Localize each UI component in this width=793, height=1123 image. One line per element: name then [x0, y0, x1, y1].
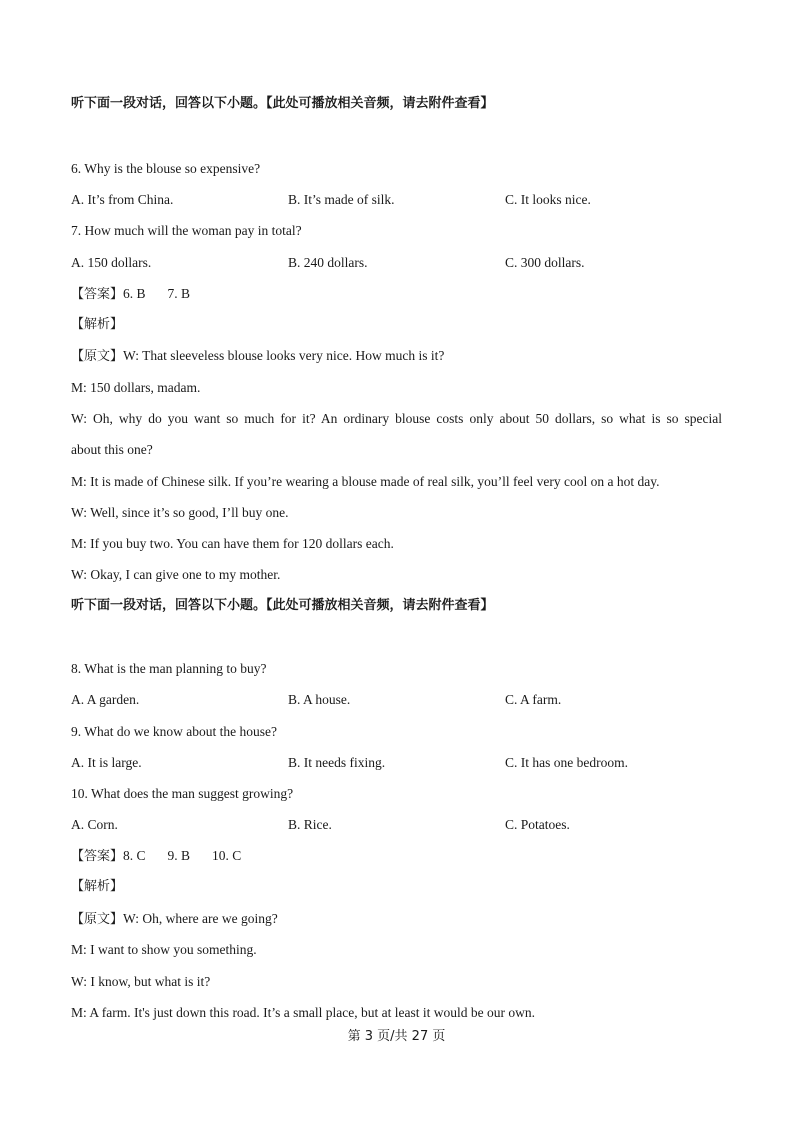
option-b: B. 240 dollars. — [288, 255, 368, 270]
section-instruction: 听下面一段对话，回答以下小题。【此处可播放相关音频，请去附件查看】 — [71, 598, 494, 613]
answer-value: 9. B — [167, 848, 191, 863]
option-b: B. It needs fixing. — [288, 755, 386, 770]
answer-tag: 【答案】 — [71, 287, 124, 302]
option-a: A. A garden. — [71, 692, 140, 707]
question-stem: 9. What do we know about the house? — [71, 724, 277, 739]
transcript-text: W: That sleeveless blouse looks very nice. How much is it? — [123, 348, 445, 363]
option-a: A. Corn. — [71, 817, 118, 832]
transcript-line: W: Oh, why do you want so much for it? An ordinary blouse costs only about 50 dollars, so what is so special — [71, 411, 722, 426]
transcript-line — [71, 910, 278, 929]
transcript-line: W: I know, but what is it? — [71, 974, 211, 989]
option-a: A. It’s from China. — [71, 192, 174, 207]
answer-value: 6. B — [123, 286, 146, 301]
question-stem: 10. What does the man suggest growing? — [71, 786, 294, 801]
option-c: C. 300 dollars. — [505, 255, 585, 270]
answer-value: 7. B — [167, 286, 191, 301]
answer-line — [71, 285, 190, 304]
page-footer: 第 3 页/共 27 页 — [347, 1029, 446, 1044]
option-c: C. It has one bedroom. — [505, 755, 628, 770]
answer-line — [71, 847, 241, 866]
transcript-line: W: Well, since it’s so good, I’ll buy one. — [71, 505, 289, 520]
original-tag: 【原文】 — [71, 349, 124, 364]
transcript-line: M: A farm. It's just down this road. It’s a small place, but at least it would be our own. — [71, 1005, 535, 1020]
transcript-line — [71, 347, 444, 366]
option-c: C. Potatoes. — [505, 817, 570, 832]
transcript-line: W: Okay, I can give one to my mother. — [71, 567, 281, 582]
transcript-line: M: 150 dollars, madam. — [71, 380, 201, 395]
option-c: C. A farm. — [505, 692, 562, 707]
option-b: B. Rice. — [288, 817, 332, 832]
transcript-line: M: I want to show you something. — [71, 942, 257, 957]
option-a: A. It is large. — [71, 755, 142, 770]
analysis-tag: 【解析】 — [71, 879, 124, 894]
transcript-text: W: Oh, where are we going? — [123, 911, 278, 926]
transcript-line: M: If you buy two. You can have them for 120 dollars each. — [71, 536, 394, 551]
answer-value: 8. C — [123, 848, 146, 863]
original-tag: 【原文】 — [71, 912, 124, 927]
question-stem: 6. Why is the blouse so expensive? — [71, 161, 261, 176]
transcript-line: M: It is made of Chinese silk. If you’re wearing a blouse made of real silk, you’ll feel very cool on a hot day. — [71, 474, 660, 489]
option-a: A. 150 dollars. — [71, 255, 152, 270]
transcript-line: about this one? — [71, 442, 153, 457]
option-b: B. It’s made of silk. — [288, 192, 395, 207]
option-b: B. A house. — [288, 692, 351, 707]
question-stem: 7. How much will the woman pay in total? — [71, 223, 302, 238]
answer-value: 10. C — [212, 848, 242, 863]
question-stem: 8. What is the man planning to buy? — [71, 661, 267, 676]
section-instruction: 听下面一段对话，回答以下小题。【此处可播放相关音频，请去附件查看】 — [71, 96, 494, 111]
answer-tag: 【答案】 — [71, 849, 124, 864]
option-c: C. It looks nice. — [505, 192, 591, 207]
analysis-tag: 【解析】 — [71, 317, 124, 332]
